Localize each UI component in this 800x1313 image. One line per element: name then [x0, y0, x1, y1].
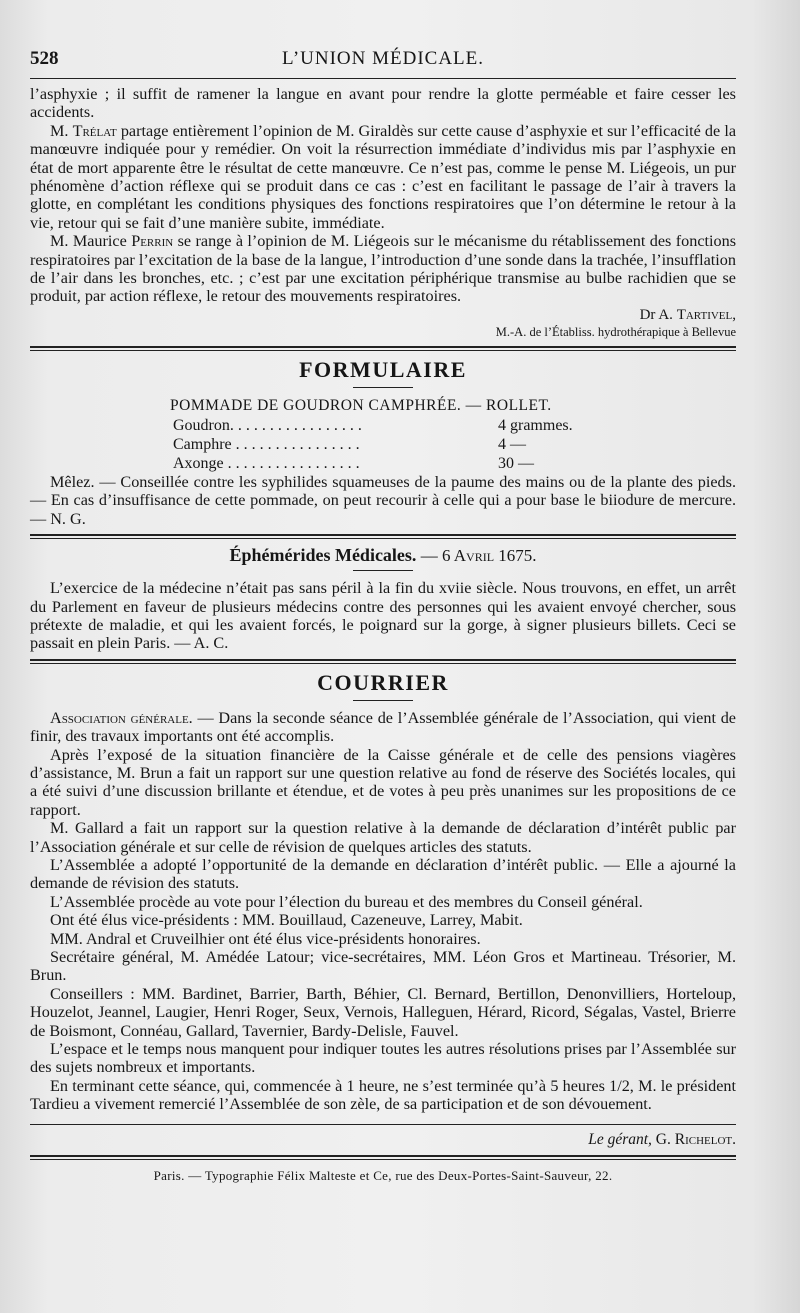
section-divider — [30, 534, 736, 539]
section-title: COURRIER — [317, 669, 449, 695]
paragraph: En terminant cette séance, qui, commencée à 1 heure, ne s’est terminée qu’à 5 heures 1/2, M. le président Tardieu a vivement remercié l’Assemblée de son zèle, de sa participation et de son dévouement. — [30, 1076, 736, 1114]
paragraph: Association générale. — Dans la seconde séance de l’Assemblée générale de l’Association, qui vient de finir, des travaux importants ont été accomplis. — [30, 708, 736, 746]
paragraph: MM. Andral et Cruveilhier ont été élus vice-présidents honoraires. — [50, 929, 481, 948]
speaker-name: Perrin — [131, 232, 174, 251]
ingredient-row — [173, 416, 736, 435]
title-rule — [353, 700, 413, 701]
section-divider — [30, 659, 736, 664]
courrier-section — [30, 670, 736, 1114]
section-divider — [30, 346, 736, 351]
footer-rule — [30, 1124, 736, 1125]
ingredient-row — [173, 454, 736, 473]
paragraph: L’Assemblée a adopté l’opportunité de la demande en déclaration d’intérêt public. — Elle a ajourné la demande de révision des statuts. — [30, 855, 736, 893]
gerant-name: G. Richelot. — [655, 1130, 736, 1148]
speaker-first-name: Maurice — [72, 232, 127, 251]
recipe-title: POMMADE DE GOUDRON CAMPHRÉE. — ROLLET. — [170, 396, 552, 414]
paragraph: Ont été élus vice-présidents : MM. Bouillaud, Cazeneuve, Larrey, Mabit. — [50, 911, 523, 930]
ephemerides-date: — 6 Avril 1675. — [420, 546, 537, 566]
ingredient-name: Goudron. . . . . . . . . . . . . . . . . — [173, 416, 362, 434]
section-title — [30, 545, 736, 566]
ingredient-quantity: 30 — — [498, 454, 534, 472]
header-rule — [30, 78, 736, 79]
ephemerides-section — [30, 545, 736, 653]
page-number: 528 — [30, 48, 59, 69]
paragraph: L’espace et le temps nous manquent pour indiquer toutes les autres résolutions prises par l’Assemblée sur des sujets nombreux et importants. — [30, 1040, 736, 1077]
discussion-section — [30, 85, 736, 340]
paragraph: L’Assemblée procède au vote pour l’élection du bureau et des membres du Conseil général. — [50, 892, 643, 911]
paragraph: Conseillers : MM. Bardinet, Barrier, Barth, Béhier, Cl. Bernard, Bertillon, Denonvilliers, Horteloup, Houzelot, Jeannel, Laugier, Henri Roger, Seux, Vernois, Halleguen, Hérard, Ricord, Ségalas, Vastel, Brierre de Boismont, Connéau, Gallard, Tavernier, Bardy-Delisle, Fauvel. — [30, 984, 736, 1040]
paragraph-text: partage entièrement l’opinion de M. Giraldès sur cette cause d’asphyxie et sur l’efficacité de la manœuvre indiquée pour y remédier. On voit la résurrection immédiate d’individus mis par l’asphyxie en état de mort apparente être le résultat de cette manœuvre. Ce n’est pas, comme le pense M. Liégeois, un pur phénomène d’action réflexe qui se produit dans ce cas : c’est en facilitant le passage de l’air à travers la glotte, en complétant les conditions physiques des fonctions respiratoires que l’on détermine le retour à la vie, retour qui se fait d’une manière subite, immédiate. — [30, 121, 736, 232]
paragraph: M. Maurice Perrin se range à l’opinion de M. Liégeois sur le mécanisme du rétablissement des fonctions respiratoires par l’excitation de la base de la langue, l’introduction d’une sonde dans la trachée, l’insufflation de l’air dans les bronches, etc. ; c’est par une excitation périphérique transmise au bulbe rachidien que se produit, par action réflexe, le retour des mouvements respiratoires. — [30, 232, 737, 306]
formulaire-section — [30, 357, 736, 528]
title-rule — [353, 570, 413, 571]
ingredient-quantity: 4 grammes. — [498, 416, 573, 434]
gerant-label: Le gérant, — [588, 1130, 652, 1148]
ephemerides-name: Éphémérides Médicales. — [229, 545, 417, 566]
ingredient-quantity: 4 — — [498, 435, 526, 453]
paragraph: Après l’exposé de la situation financière de la Caisse générale et de celle des pensions viagères d’assistance, M. Brun a fait un rapport sur une question relative au fond de réserve des Sociétés locales, qui a été suivi d’une discussion brillante et étendue, et de votes à peu près unanimes sur les propositions de ce rapport. — [30, 745, 736, 819]
journal-title: L’UNION MÉDICALE. — [281, 48, 485, 69]
paragraph: Secrétaire général, M. Amédée Latour; vice-secrétaires, MM. Léon Gros et Martineau. Trésorier, M. Brun. — [30, 948, 736, 985]
author-role: M.-A. de l’Établiss. hydrothérapique à Bellevue — [495, 324, 736, 339]
paragraph: M. Trélat partage entièrement l’opinion de M. Giraldès sur cette cause d’asphyxie et sur l’efficacité de la manœuvre indiquée pour y remédier. On voit la résurrection immédiate d’individus mis par l’asphyxie en état de mort apparente être le résultat de cette manœuvre. Ce n’est pas, comme le pense M. Liégeois, un pur phénomène d’action réflexe qui se produit dans ce cas : c’est en facilitant le passage de l’air à travers la glotte, en complétant les conditions physiques des fonctions respiratoires que l’on détermine le retour à la vie, retour qui se fait d’une manière subite, immédiate. — [30, 121, 736, 232]
ingredient-name: Camphre . . . . . . . . . . . . . . . . — [173, 435, 360, 453]
ingredient-name: Axonge . . . . . . . . . . . . . . . . . — [173, 454, 360, 472]
gerant-signature — [30, 1131, 736, 1149]
paragraph-text: se range à l’opinion de M. Liégeois sur le mécanisme du rétablissement des fonctions respiratoires par l’excitation de la base de la langue, l’introduction d’une sonde dans la trachée, l’insufflation de l’air dans les bronches, etc. ; c’est par une excitation périphérique transmise au bulbe rachidien que se produit, par action réflexe, le retour des mouvements respiratoires. — [30, 232, 737, 306]
author-signature: Dr A. Tartivel, — [639, 306, 736, 323]
printer-imprint: Paris. — Typographie Félix Malteste et Ce, rue des Deux-Portes-Saint-Sauveur, 22. — [153, 1167, 613, 1183]
paragraph: l’asphyxie ; il suffit de ramener la langue en avant pour rendre la glotte perméable et faire cesser les accidents. — [30, 85, 736, 122]
paragraph: L’exercice de la médecine n’était pas sans péril à la fin du xviie siècle. Nous trouvons, en effet, un arrêt du Parlement en faveur de plusieurs médecins contre des personnes qui les avaient envoyé chercher, sous prétexte de maladie, et qui les avaient forcés, le poignard sur la gorge, à signer plusieurs billets. Ceci se passait en plein Paris. — A. C. — [30, 579, 736, 653]
ingredient-row — [173, 435, 736, 454]
section-title: FORMULAIRE — [299, 356, 467, 382]
page-header — [30, 40, 736, 72]
recipe-instructions: Mêlez. — Conseillée contre les syphilides squameuses de la paume des mains ou de la plante des pieds. — En cas d’insuffisance de cette pommade, on peut recourir à celle qui a pour base le biiodure de mercure. — N. G. — [30, 472, 736, 528]
paragraph: M. Gallard a fait un rapport sur la question relative à la demande de déclaration d’intérêt public par l’Association générale et sur celle de révision de quelques articles des statuts. — [30, 819, 736, 856]
lead-in: Association générale. — [50, 708, 193, 727]
footer-divider — [30, 1155, 736, 1160]
title-rule — [353, 387, 413, 388]
speaker-name: Trélat — [72, 121, 117, 140]
